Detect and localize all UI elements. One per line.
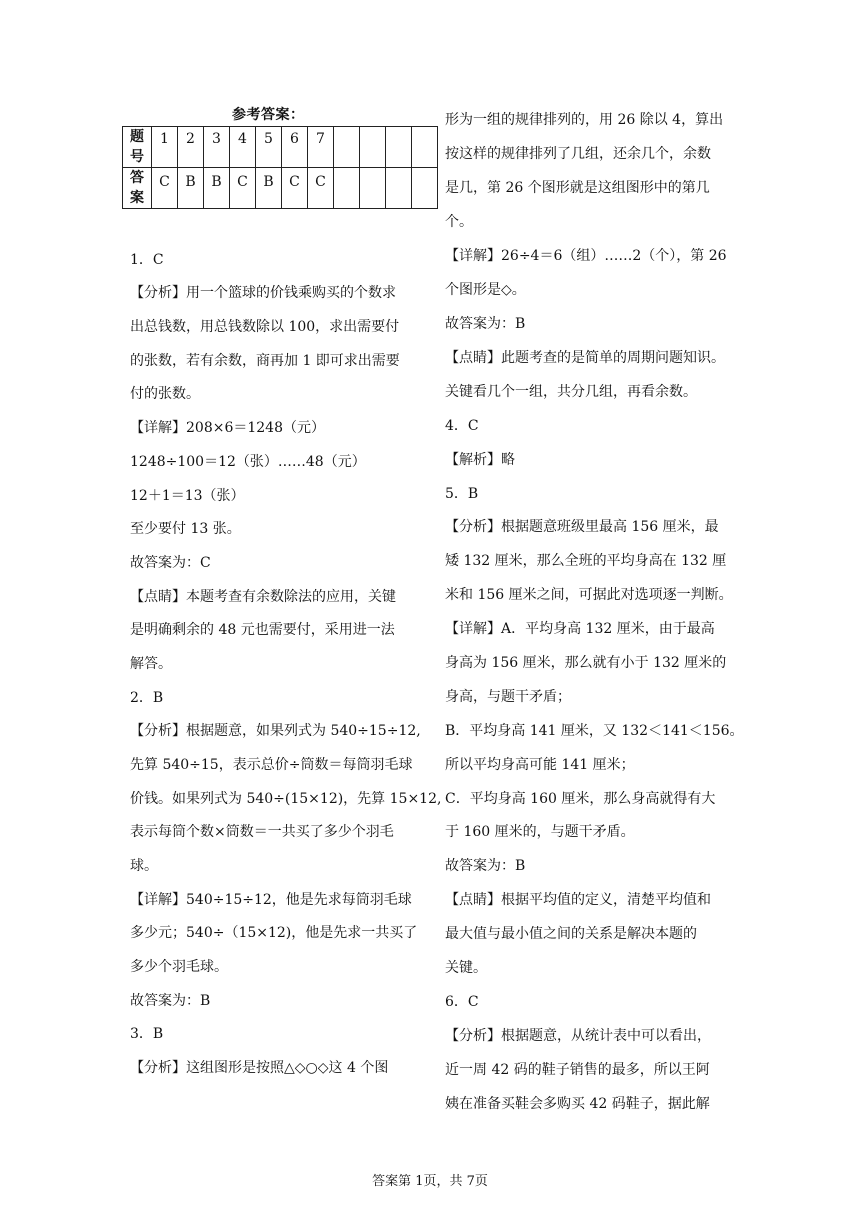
text-line: 付的张数。	[130, 386, 200, 402]
text-line: 于 160 厘米的，与题干矛盾。	[445, 824, 635, 840]
text-line: 【点睛】根据平均值的定义，清楚平均值和	[445, 892, 711, 908]
text-line: 矮 132 厘米，那么全班的平均身高在 132 厘	[445, 553, 727, 569]
answer-table-answer-row	[123, 168, 438, 209]
text-line: 【分析】这组图形是按照△◇○◇这 4 个图	[130, 1060, 389, 1076]
text-line: 球。	[130, 858, 158, 874]
text-line: 1．C	[130, 252, 164, 268]
text-line: 【详解】26÷4＝6（组）……2（个），第 26	[445, 248, 727, 264]
text-line: 5．B	[445, 486, 479, 502]
answer-cell	[334, 168, 360, 209]
text-line: C．平均身高 160 厘米，那么身高就得有大	[445, 791, 716, 807]
page-title: 参考答案：	[232, 107, 305, 123]
text-line: 表示每筒个数×筒数＝一共买了多少个羽毛	[130, 824, 394, 840]
text-line: 【点睛】此题考查的是简单的周期问题知识。	[445, 350, 725, 366]
row-label-answer-text: 答案	[130, 170, 144, 206]
text-line: 身高，与题干矛盾；	[445, 689, 571, 705]
text-line: 价钱。如果列式为 540÷(15×12)，先算 15×12,	[130, 791, 442, 807]
text-line: 故答案为：B	[445, 316, 526, 332]
text-line: 是明确剩余的 48 元也需要付，采用进一法	[130, 622, 395, 638]
text-line: 米和 156 厘米之间，可据此对选项逐一判断。	[445, 587, 733, 603]
text-line: 个。	[445, 214, 473, 230]
text-line: 1248÷100＝12（张）……48（元）	[130, 454, 366, 470]
text-line: 【点睛】本题考查有余数除法的应用，关键	[130, 589, 396, 605]
text-line: 所以平均身高可能 141 厘米；	[445, 757, 635, 773]
answer-cell	[360, 168, 386, 209]
text-line: 至少要付 13 张。	[130, 521, 241, 537]
answer-cell: C	[152, 168, 178, 209]
text-line: 2．B	[130, 690, 164, 706]
answer-cell: B	[256, 168, 282, 209]
text-line: 12＋1＝13（张）	[130, 488, 245, 504]
answer-cell	[412, 168, 438, 209]
text-line: 多少个羽毛球。	[130, 959, 228, 975]
text-line: 【分析】根据题意，从统计表中可以看出，	[445, 1028, 711, 1044]
question-number	[360, 127, 386, 168]
text-line: 【解析】略	[445, 452, 515, 468]
text-line: 故答案为：B	[130, 993, 211, 1009]
text-line: 最大值与最小值之间的关系是解决本题的	[445, 926, 697, 942]
text-line: 【分析】根据题意班级里最高 156 厘米，最	[445, 519, 719, 535]
answer-cell	[386, 168, 412, 209]
text-line: 【分析】用一个篮球的价钱乘购买的个数求	[130, 285, 396, 301]
question-number	[334, 127, 360, 168]
question-number: 6	[282, 127, 308, 168]
text-line: 姨在准备买鞋会多购买 42 码鞋子，据此解	[445, 1096, 710, 1112]
text-line: 3．B	[130, 1026, 164, 1042]
text-line: 关键看几个一组，共分几组，再看余数。	[445, 384, 697, 400]
answer-cell: C	[308, 168, 334, 209]
text-line: 6．C	[445, 994, 479, 1010]
text-line: 身高为 156 厘米，那么就有小于 132 厘米的	[445, 655, 727, 671]
text-line: 多少元；540÷（15×12)，他是先求一共买了	[130, 925, 418, 941]
answer-table-number-row	[123, 127, 438, 168]
answer-cell: B	[204, 168, 230, 209]
question-number: 5	[256, 127, 282, 168]
page-footer: 答案第 1页，共 7页	[372, 1174, 488, 1189]
text-line: 4．C	[445, 418, 479, 434]
text-line: 【详解】540÷15÷12，他是先求每筒羽毛球	[130, 892, 412, 908]
answer-table	[122, 126, 438, 209]
text-line: 故答案为：B	[445, 858, 526, 874]
row-label-number	[123, 127, 152, 168]
question-number: 7	[308, 127, 334, 168]
text-line: 出总钱数，用总钱数除以 100，求出需要付	[130, 319, 400, 335]
text-line: 故答案为：C	[130, 555, 211, 571]
text-line: B．平均身高 141 厘米，又 132＜141＜156。	[445, 723, 744, 739]
text-line: 形为一组的规律排列的，用 26 除以 4，算出	[445, 112, 724, 128]
question-number: 4	[230, 127, 256, 168]
question-number	[412, 127, 438, 168]
question-number: 2	[178, 127, 204, 168]
text-line: 按这样的规律排列了几组，还余几个，余数	[445, 146, 711, 162]
text-line: 的张数，若有余数，商再加 1 即可求出需要	[130, 353, 400, 369]
question-number: 3	[204, 127, 230, 168]
text-line: 是几，第 26 个图形就是这组图形中的第几	[445, 180, 710, 196]
question-number	[386, 127, 412, 168]
answer-cell: C	[282, 168, 308, 209]
text-line: 近一周 42 码的鞋子销售的最多，所以王阿	[445, 1062, 710, 1078]
text-line: 关键。	[445, 960, 487, 976]
text-line: 【详解】A．平均身高 132 厘米，由于最高	[445, 621, 715, 637]
text-line: 【详解】208×6＝1248（元）	[130, 420, 325, 436]
row-label-number-text: 题号	[130, 129, 144, 165]
answer-cell: B	[178, 168, 204, 209]
text-line: 个图形是◇。	[445, 282, 526, 298]
row-label-answer	[123, 168, 152, 209]
text-line: 先算 540÷15，表示总价÷筒数＝每筒羽毛球	[130, 757, 413, 773]
text-line: 解答。	[130, 656, 172, 672]
answer-cell: C	[230, 168, 256, 209]
text-line: 【分析】根据题意，如果列式为 540÷15÷12,	[130, 723, 421, 739]
question-number: 1	[152, 127, 178, 168]
